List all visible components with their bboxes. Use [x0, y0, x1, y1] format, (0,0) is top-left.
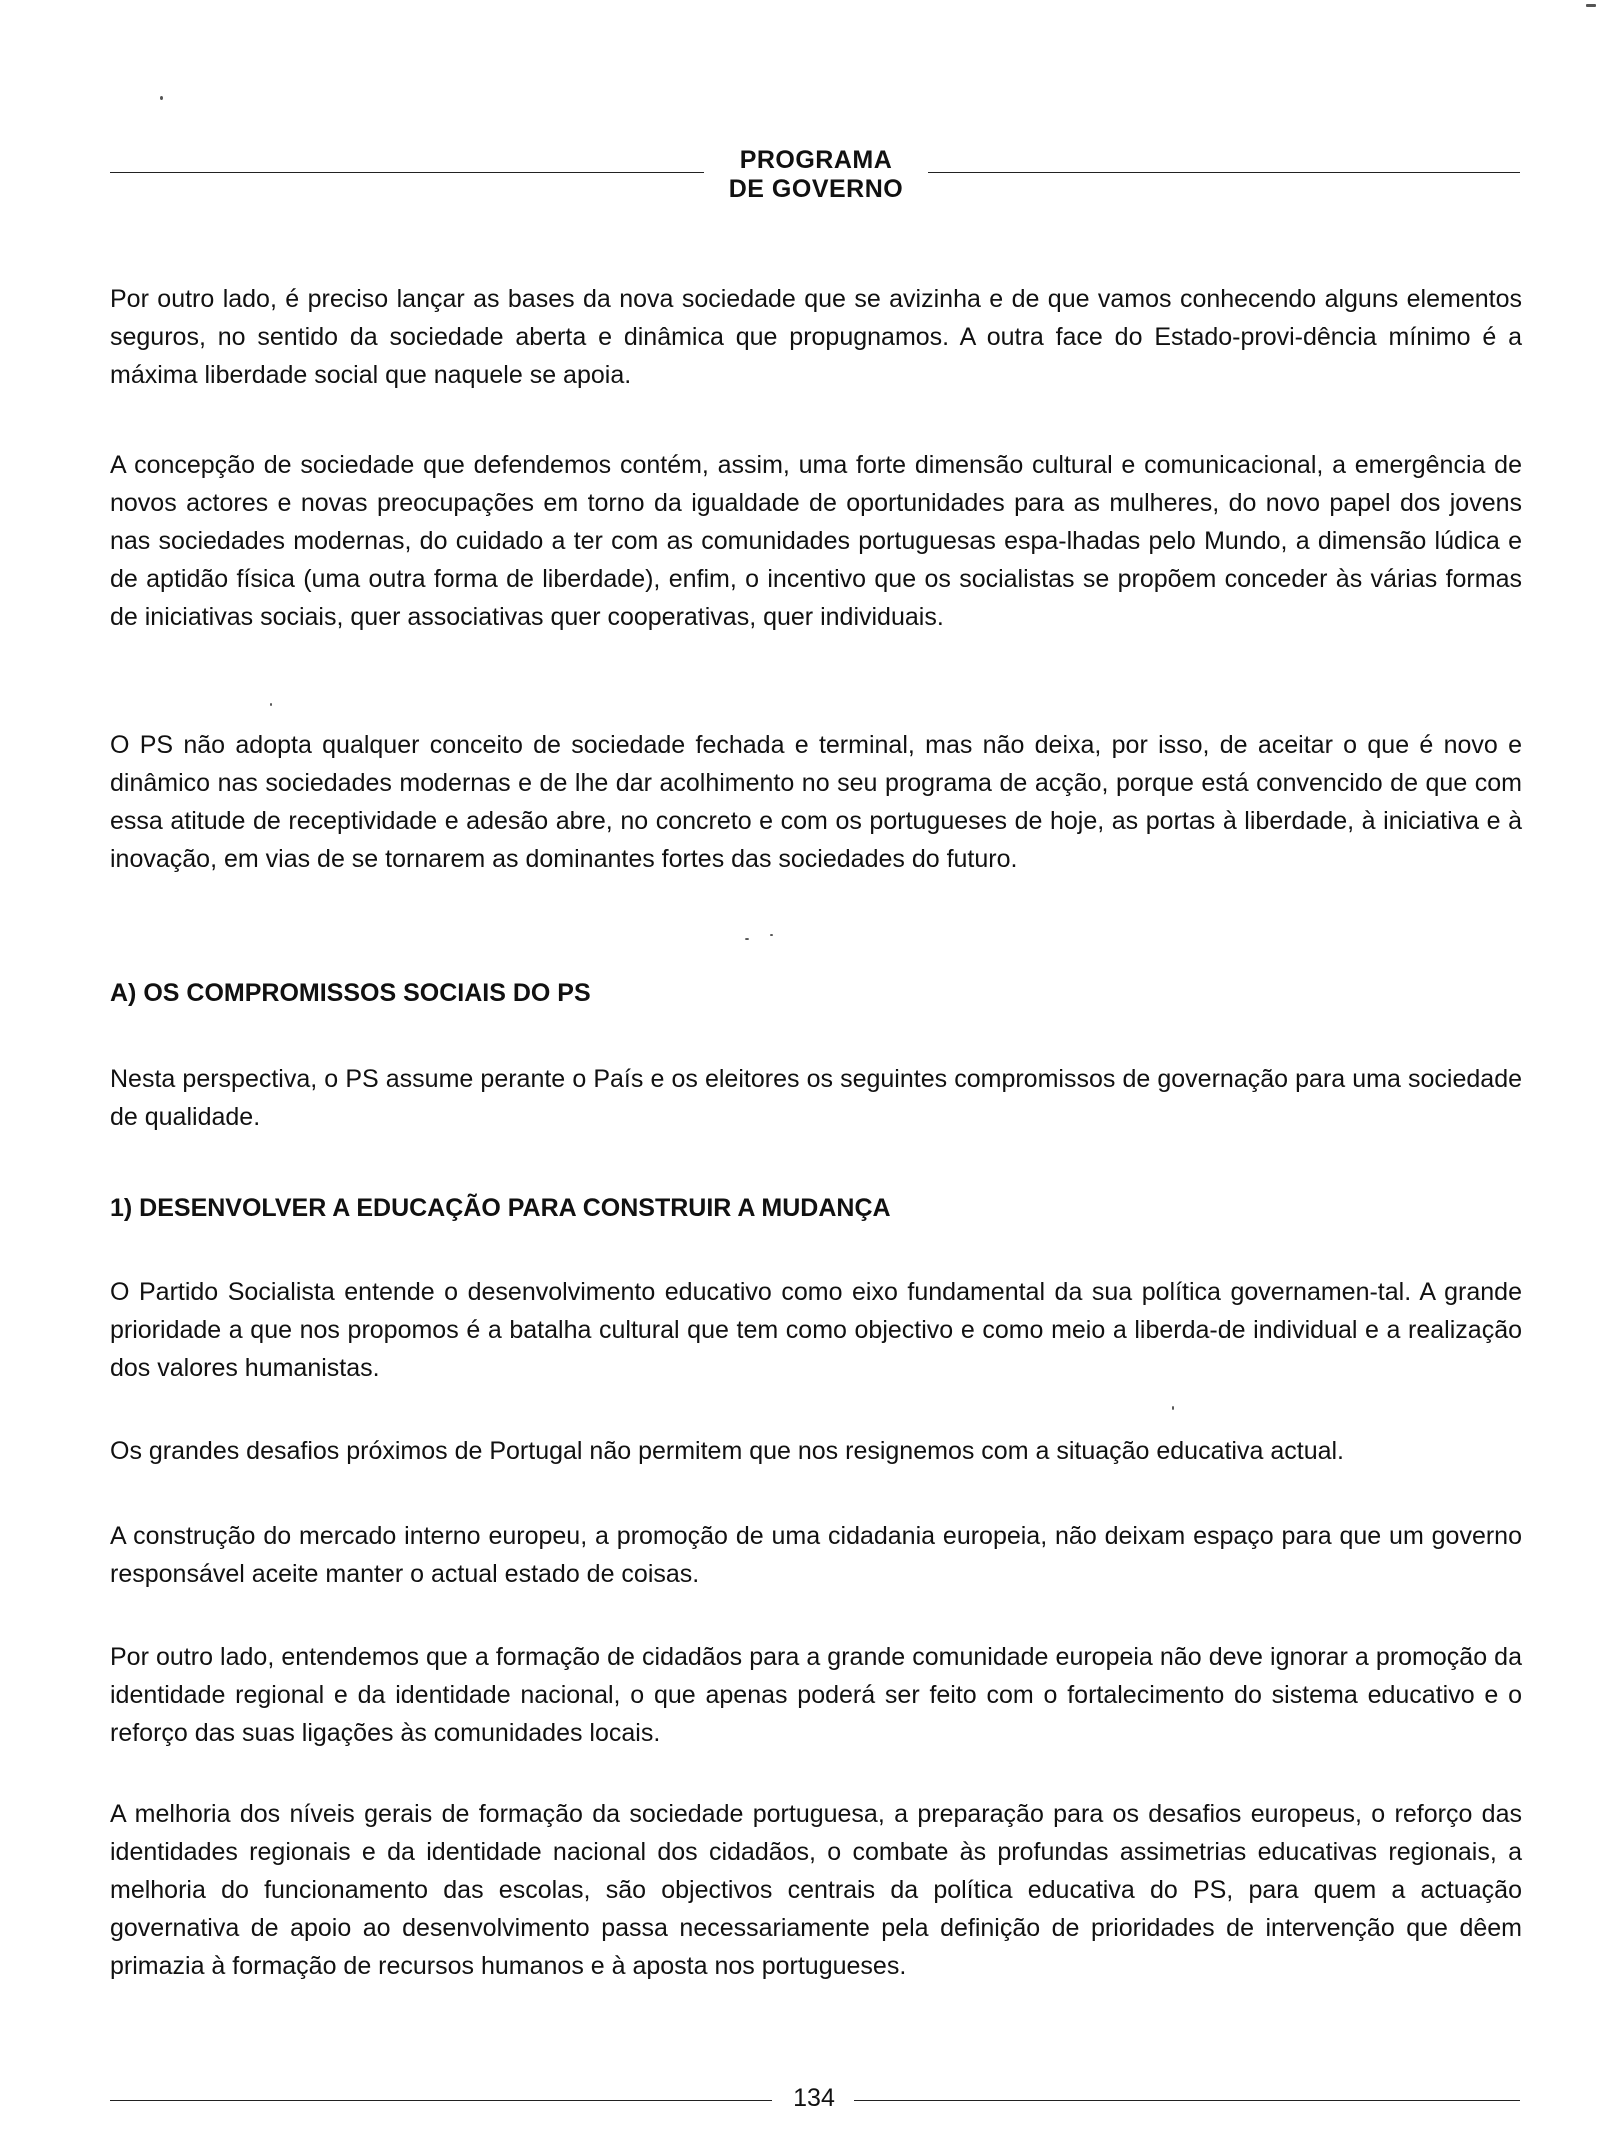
page-footer [110, 2080, 1520, 2116]
scan-speck [160, 96, 163, 100]
paragraph-1: Por outro lado, é preciso lançar as bases da nova sociedade que se avizinha e de que vamos conhecendo alguns elementos seguros, no sentido da sociedade aberta e dinâmica que propugnamos. A outra face do Estado-provi-dência mínimo é a máxima liberdade social que naquele se apoia. [110, 285, 1522, 389]
subsection-1-heading: 1) DESENVOLVER A EDUCAÇÃO PARA CONSTRUIR A MUDANÇA [110, 1194, 891, 1222]
paragraph-2: A concepção de sociedade que defendemos contém, assim, uma forte dimensão cultural e comunicacional, a emergência de novos actores e novas preocupações em torno da igualdade de oportunidades para as mulheres, do novo papel dos jovens nas sociedades modernas, do cuidado a ter com as comunidades portuguesas espa-lhadas pelo Mundo, a dimensão lúdica e de aptidão física (uma outra forma de liberdade), enfim, o incentivo que os socialistas se propõem conceder às várias formas de iniciativas sociais, quer associativas quer cooperativas, quer individuais. [110, 451, 1522, 631]
paragraph-3: O PS não adopta qualquer conceito de sociedade fechada e terminal, mas não deixa, por isso, de aceitar o que é novo e dinâmico nas sociedades modernas e de lhe dar acolhimento no seu programa de acção, porque está convencido de que com essa atitude de receptividade e adesão abre, no concreto e com os portugueses de hoje, as portas à liberdade, à iniciativa e à inovação, em vias de se tornarem as dominantes fortes das sociedades do futuro. [110, 731, 1522, 873]
paragraph-7: A construção do mercado interno europeu, a promoção de uma cidadania europeia, não deixam espaço para que um governo responsável aceite manter o actual estado de coisas. [110, 1522, 1522, 1588]
page-header [110, 146, 1520, 208]
paragraph-6: Os grandes desafios próximos de Portugal não permitem que nos resignemos com a situação educativa actual. [110, 1437, 1344, 1465]
page-number: 134 [793, 2084, 835, 2112]
scan-speck [770, 934, 773, 936]
paragraph-9: A melhoria dos níveis gerais de formação da sociedade portuguesa, a preparação para os desafios europeus, o reforço das identidades regionais e da identidade nacional dos cidadãos, o combate às profundas assimetrias educativas regionais, a melhoria do funcionamento das escolas, são objectivos centrais da política educativa do PS, para quem a actuação governativa de apoio ao desenvolvimento passa necessariamente pela definição de prioridades de intervenção que dêem primazia à formação de recursos humanos e à aposta nos portugueses. [110, 1800, 1522, 1980]
scan-speck [745, 938, 749, 940]
footer-rule-right [854, 2100, 1520, 2101]
header-rule-right [928, 172, 1520, 173]
header-title-line1: PROGRAMA [739, 146, 893, 174]
scan-speck [1586, 4, 1596, 7]
section-a-heading: A) OS COMPROMISSOS SOCIAIS DO PS [110, 979, 591, 1007]
header-title [710, 146, 922, 204]
paragraph-5: O Partido Socialista entende o desenvolvimento educativo como eixo fundamental da sua política governamen-tal. A grande prioridade a que nos propomos é a batalha cultural que tem como objectivo e como meio a liberda-de individual e a realização dos valores humanistas. [110, 1278, 1522, 1382]
scan-speck [270, 703, 272, 706]
paragraph-8: Por outro lado, entendemos que a formação de cidadãos para a grande comunidade europeia não deve ignorar a promoção da identidade regional e da identidade nacional, o que apenas poderá ser feito com o fortalecimento do sistema educativo e o reforço das suas ligações às comunidades locais. [110, 1643, 1522, 1747]
header-title-line2: DE GOVERNO [728, 175, 904, 203]
footer-rule-left [110, 2100, 772, 2101]
header-rule-left [110, 172, 704, 173]
scan-speck [1172, 1406, 1174, 1410]
paragraph-4: Nesta perspectiva, o PS assume perante o País e os eleitores os seguintes compromissos de governação para uma sociedade de qualidade. [110, 1065, 1522, 1131]
